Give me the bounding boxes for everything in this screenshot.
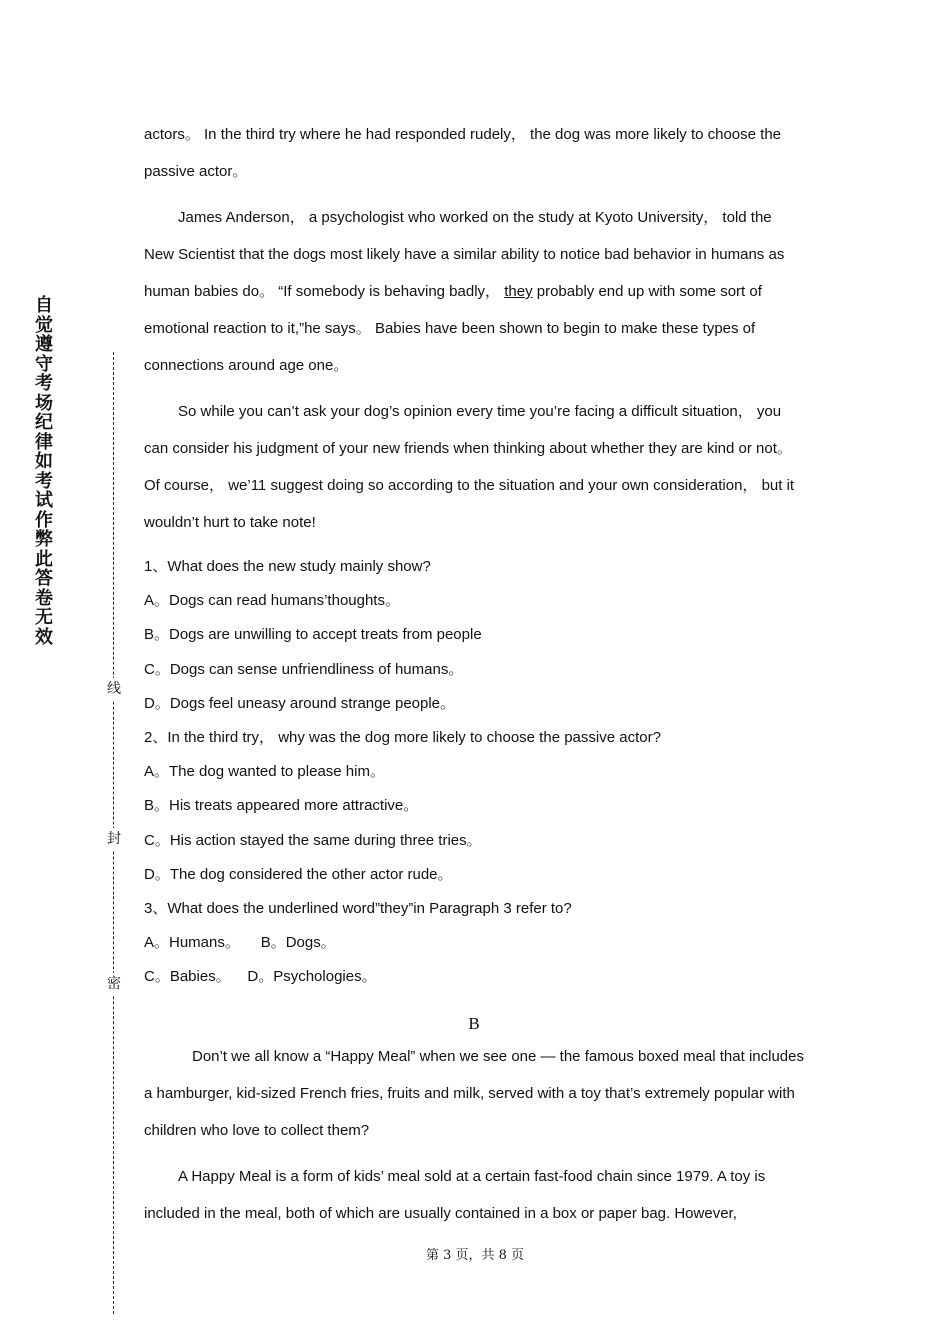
option-a: A。The dog wanted to please him。 (144, 763, 385, 781)
underlined-word-they: they (504, 283, 533, 300)
option-a: A。Dogs can read humans’thoughts。 (144, 592, 400, 610)
page-number-footer: 第 3 页，共 8 页 (425, 1248, 525, 1263)
binding-mark-mi: 密 (104, 973, 124, 995)
p2-text-after: probably end up with some sort of emotional reaction to it,”he says。 Babies have been shown to begin to make these types of connections around age one。 (144, 283, 762, 374)
option-d: D。The dog considered the other actor rude。 (144, 865, 453, 883)
binding-mark-feng: 封 (104, 828, 124, 850)
passage-b-paragraph-2: A Happy Meal is a form of kids’ meal sold at a certain fast-food chain since 1979. A toy is included in the meal, both of which are usually contained in a box or paper bag. However, (144, 1168, 766, 1223)
question-stem: 3、What does the underlined word”they”in Paragraph 3 refer to? (144, 899, 572, 917)
passage-a-paragraph-3: So while you can’t ask your dog’s opinion every time you’re facing a difficult situation， you can consider his judgment of your new friends when thinking about whether they are kind or not。 Of course， we’11 suggest doing so according to the situation and your own consideration， but it wouldn’t hurt to take note! (144, 403, 795, 531)
exam-rules-vertical-title: 自觉遵守考场纪律如考试作弊此答卷无效 (35, 295, 53, 648)
question-stem: 2、In the third try， why was the dog more likely to choose the passive actor? (144, 728, 661, 746)
option-b: B。His treats appeared more attractive。 (144, 797, 419, 815)
question-stem: 1、What does the new study mainly show? (144, 558, 431, 575)
question-3 (144, 892, 804, 995)
option-d: D。Dogs feel uneasy around strange people。 (144, 694, 456, 712)
options-row-cd: C。Babies。 D。Psychologies。 (144, 968, 377, 986)
question-2 (144, 721, 804, 892)
binding-mark-xian: 线 (104, 678, 124, 700)
p2-text-before: James Anderson， a psychologist who worked on the study at Kyoto University， told the New Scientist that the dogs most likely have a similar ability to notice bad behavior in humans as human babies do。 “If somebody is behaving badly， (144, 209, 785, 300)
page-content (144, 116, 804, 1241)
passage-b-paragraph-1: Don’t we all know a “Happy Meal” when we see one — the famous boxed meal that includes a hamburger, kid-sized French fries, fruits and milk, served with a toy that’s extremely popular with children who love to collect them? (144, 1048, 804, 1140)
option-c: C。Dogs can sense unfriendliness of humans。 (144, 660, 464, 678)
option-b: B。Dogs are unwilling to accept treats from people (144, 626, 482, 644)
passage-a-paragraph-1: actors。 In the third try where he had responded rudely， the dog was more likely to choose the passive actor。 (144, 126, 782, 180)
question-1 (144, 550, 804, 721)
passage-a-paragraph-2 (144, 199, 804, 384)
option-c: C。His action stayed the same during three tries。 (144, 831, 482, 849)
options-row-ab: A。Humans。 B。Dogs。 (144, 934, 336, 952)
section-heading-b: B (468, 1014, 480, 1034)
